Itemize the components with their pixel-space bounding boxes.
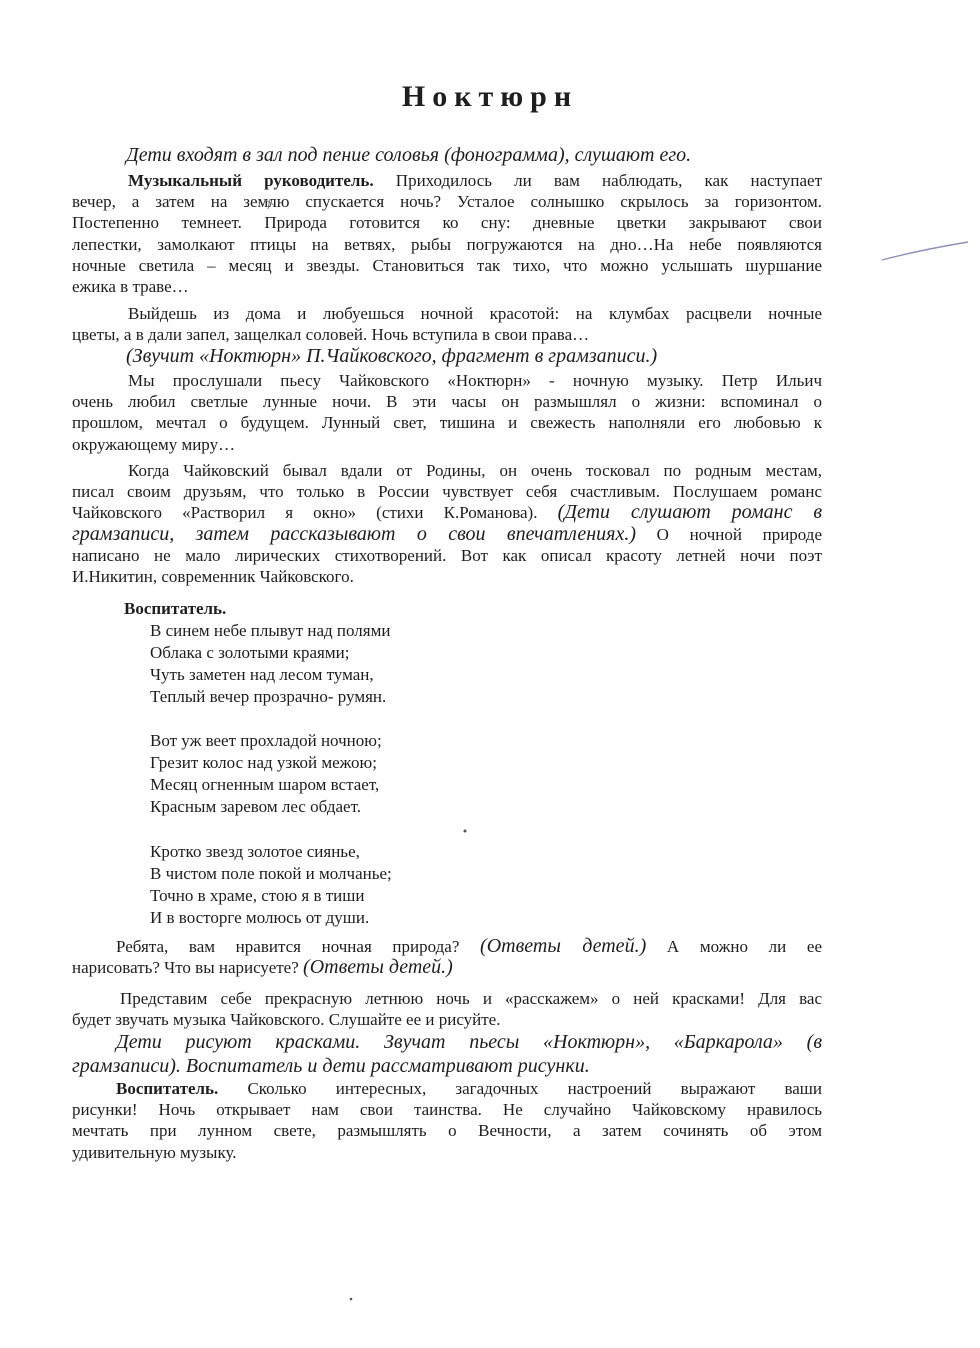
- paragraph-conclusion: [72, 1078, 822, 1163]
- scan-speck-mark: [260, 195, 280, 215]
- poem-line: Облака с золотыми краями;: [150, 643, 350, 662]
- paragraph-line: будет звучать музыка Чайковского. Слушайте ее и рисуйте.: [72, 1010, 501, 1030]
- paragraph-line: Когда Чайковский бывал вдали от Родины, он очень тосковал по родным местам,: [128, 461, 822, 480]
- paragraph-line: Мы прослушали пьесу Чайковского «Ноктюрн» - ночную музыку. Петр Ильич: [128, 371, 822, 390]
- poem-stanza-3: [150, 841, 392, 929]
- poem-line: Вот уж веет прохладой ночною;: [150, 731, 382, 750]
- poem-line: В чистом поле покой и молчанье;: [150, 864, 392, 883]
- speaker-label: Музыкальный руководитель.: [128, 171, 374, 190]
- paragraph-romance: [72, 460, 822, 587]
- inline-stage-direction: (Дети слушают романс в: [557, 501, 823, 524]
- paragraph-line: Постепенно темнеет. Природа готовится ко сну: дневные цветки закрывают свои: [72, 213, 822, 233]
- inline-stage-direction: (Ответы детей.): [303, 956, 453, 979]
- paragraph-line: окружающему миру…: [72, 434, 236, 454]
- stage-direction-drawing: [72, 1030, 822, 1078]
- paragraph-line: мечтать при лунном свете, размышлять о Вечности, а затем сочинять об этом: [72, 1121, 822, 1141]
- paragraph-line: очень любил светлые лунные ночи. В эти часы он размышлял о жизни: вспоминал о: [72, 392, 822, 412]
- paragraph-line: Музыкальный руководитель. Приходилось ли вам наблюдать, как наступает: [128, 171, 823, 190]
- stage-direction-nocturne: (Звучит «Ноктюрн» П.Чайковского, фрагмент в грамзаписи.): [126, 345, 658, 367]
- scan-speck-mark: [346, 1294, 356, 1304]
- paragraph-line: Чайковского «Растворил я окно» (стихи К.Романова). (Дети слушают романс в: [72, 501, 823, 524]
- poem-line: И в восторге молюсь от души.: [150, 908, 370, 927]
- paragraph-line: Ребята, вам нравится ночная природа? (Ответы детей.) А можно ли ее: [116, 935, 822, 957]
- poem-line: Точно в храме, стою я в тиши: [150, 886, 365, 905]
- pen-stroke-mark: [880, 238, 970, 268]
- scan-speck-mark: [458, 824, 472, 838]
- paragraph-questions: [72, 936, 822, 978]
- paragraph-line: вечер, а затем на землю спускается ночь? Усталое солнышко скрылось за горизонтом.: [72, 192, 822, 212]
- paragraph-tchaikovsky: [72, 370, 822, 455]
- paragraph-line: ежика в траве…: [72, 277, 189, 297]
- paragraph-line: рисунки! Ночь открывает нам свои таинства. Не случайно Чайковскому нравилось: [72, 1100, 822, 1120]
- paragraph-line: прошлом, мечтал о будущем. Лунный свет, тишина и свежесть наполняли его любовью к: [72, 413, 822, 433]
- paragraph-line: грамзаписи, затем рассказывают о свои впечатлениях.) О ночной природе: [72, 522, 822, 545]
- paragraph-music-director: [72, 170, 822, 297]
- stage-direction-opening: Дети входят в зал под пение соловья (фонограмма), слушают его.: [126, 144, 692, 166]
- poem-line: Грезит колос над узкой межою;: [150, 753, 377, 772]
- poem-stanza-2: [150, 730, 382, 818]
- paragraph-line: Выйдешь из дома и любуешься ночной красотой: на клумбах расцвели ночные: [128, 304, 822, 323]
- paragraph-line: грамзаписи). Воспитатель и дети рассматривают рисунки.: [72, 1055, 590, 1077]
- poem-line: Красным заревом лес обдает.: [150, 797, 361, 816]
- paragraph-line: цветы, а в дали запел, защелкал соловей. Ночь вступила в свои права…: [72, 325, 590, 345]
- paragraph-line: Воспитатель. Сколько интересных, загадочных настроений выражают ваши: [116, 1079, 822, 1098]
- speaker-label-teacher: Воспитатель.: [124, 599, 227, 618]
- paragraph-line: Дети рисуют красками. Звучат пьесы «Ноктюрн», «Баркарола» (в: [116, 1031, 822, 1053]
- poem-line: Чуть заметен над лесом туман,: [150, 665, 374, 684]
- paragraph-drawing: [72, 988, 822, 1030]
- paragraph-line: лепестки, замолкают птицы на ветвях, рыбы погружаются на дно…На небе появляются: [72, 234, 822, 254]
- poem-line: Кротко звезд золотое сиянье,: [150, 842, 360, 861]
- paragraph-line: написано не мало лирических стихотворений. Вот как описал красоту летней ночи поэт: [72, 545, 822, 565]
- paragraph-line: удивительную музыку.: [72, 1142, 237, 1162]
- poem-line: Теплый вечер прозрачно- румян.: [150, 687, 387, 706]
- page-title: Ноктюрн: [401, 80, 579, 113]
- poem-line: В синем небе плывут над полями: [150, 621, 391, 640]
- paragraph-line: писал своим друзьям, что только в России чувствует себя счастливым. Послушаем романс: [72, 482, 822, 502]
- paragraph-line: ночные светила – месяц и звезды. Становиться так тихо, что можно услышать шуршание: [72, 255, 822, 275]
- paragraph-night-beauty: [72, 303, 822, 345]
- paragraph-line: нарисовать? Что вы нарисуете? (Ответы детей.): [72, 956, 453, 979]
- paragraph-line: И.Никитин, современник Чайковского.: [72, 567, 354, 587]
- poem-stanza-1: [150, 620, 390, 708]
- paragraph-line: Представим себе прекрасную летнюю ночь и «расскажем» о ней красками! Для вас: [120, 989, 822, 1008]
- inline-stage-direction: грамзаписи, затем рассказывают о свои впечатлениях.): [72, 522, 637, 545]
- inline-stage-direction: (Ответы детей.): [480, 935, 647, 957]
- speaker-label: Воспитатель.: [116, 1079, 219, 1098]
- poem-line: Месяц огненным шаром встает,: [150, 775, 380, 794]
